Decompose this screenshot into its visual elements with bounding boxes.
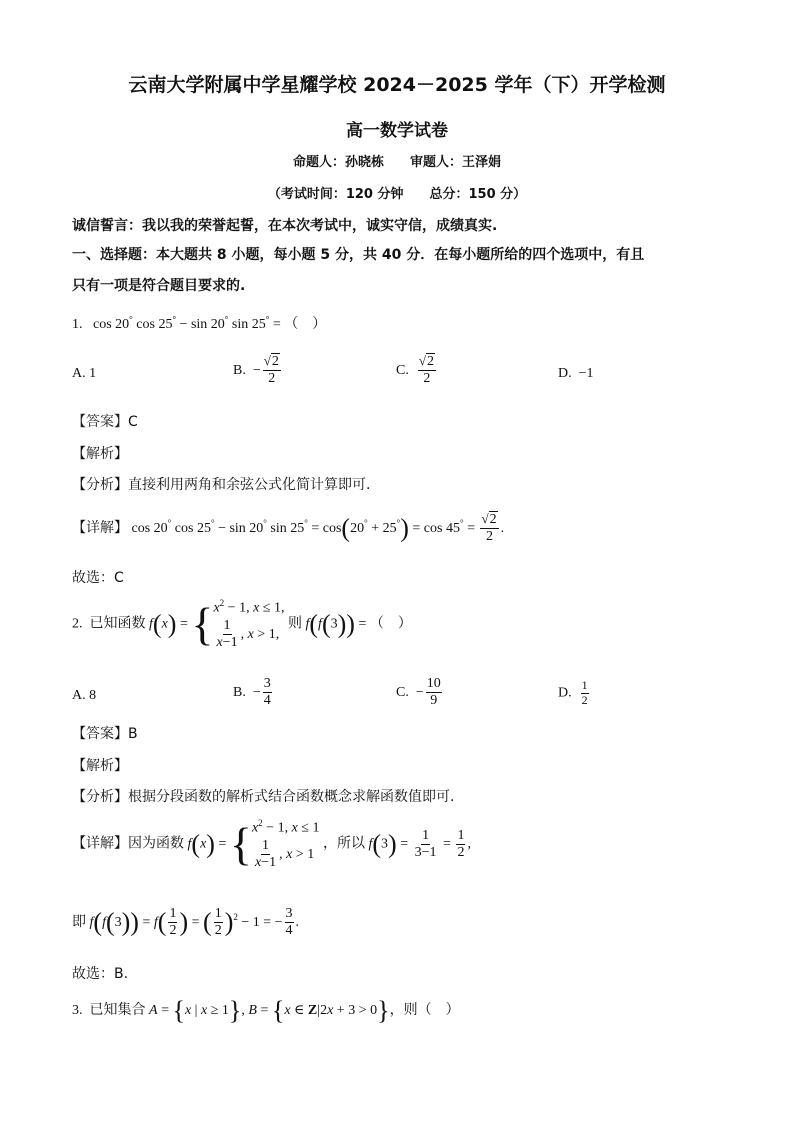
q1-fenxi (72, 474, 370, 494)
q2-option-b: B. − $\frac{3}{4}$ (233, 676, 271, 709)
q2-step2: 即 f(f(3)) = f( $\frac{1}{2}$ ) = ( $\frac{1}{2}$ )$^2$ − 1 = − $\frac{3}{4}$ . (72, 906, 300, 939)
q1-number: 1. (72, 317, 83, 332)
exam-title: 云南大学附属中学星耀学校 2024－2025 学年（下）开学检测 (128, 74, 666, 96)
q2-step2-prefix: 即 (72, 913, 86, 930)
q1-xiangjie: 【详解】 cos 20° cos 25° − sin 20° sin 25° = cos(20° + 25°) = cos 45° = $\frac{√2}{2}$ . (72, 511, 505, 545)
q1-stem: 1. cos 20° cos 25° − sin 20° sin 25° = （ ） (72, 314, 327, 332)
q2-xiangjie: 【详解】因为函数 f(x) = { $x^2 - 1$, x ≤ 1 $\frac{1}{x-1}$ , x > 1 ，所以 f(3) = $\frac{1}{3-1}$ = $\frac{1}{2}$ , (72, 818, 471, 870)
q2-stem: 2. 已知函数 f(x) = { $x^2 - 1$, x ≤ 1, $\frac{1}{x-1}$ , x > 1, 则 f(f(3)) = （ ） (72, 598, 412, 650)
q2-answer (72, 723, 138, 743)
honor-pledge: 诚信誓言：我以我的荣誉起誓，在本次考试中，诚实守信，成绩真实. (72, 218, 498, 234)
q2-conclusion: 故选：B. (72, 966, 129, 982)
q2-option-a: A. 8 (72, 688, 97, 703)
fenxi-tag: 【分析】 (72, 477, 128, 493)
q1-conclusion: 故选：C (72, 570, 124, 586)
exam-subtitle: 高一数学试卷 (346, 121, 448, 141)
q1-fenxi-text: 直接利用两角和余弦公式化简计算即可. (128, 477, 371, 493)
q1-answer-value: C (128, 414, 138, 430)
xiangjie-tag: 【详解】 (72, 519, 128, 536)
q2-option-c: C. − $\frac{10}{9}$ (396, 676, 441, 709)
fenxi-tag: 【分析】 (72, 789, 128, 805)
answer-tag: 【答案】 (72, 726, 128, 742)
q2-option-d: D. $\frac{1}{2}$ (558, 678, 588, 707)
section1-heading-line1: 一、选择题：本大题共 8 小题，每小题 5 分，共 40 分．在每小题所给的四个选项中，有且 (72, 247, 645, 263)
section1-heading-line2: 只有一项是符合题目要求的. (72, 278, 246, 294)
q3-number: 3. (72, 1003, 83, 1019)
q1-option-b: B. − $\frac{√2}{2}$ (233, 353, 279, 387)
q2-analysis-tag: 【解析】 (72, 758, 128, 774)
q1-option-c: C. $\frac{√2}{2}$ (396, 353, 434, 387)
q2-fenxi (72, 786, 454, 806)
q3-stem-prefix: 已知集合 (89, 1002, 146, 1019)
xiangjie-tag: 【详解】 (72, 835, 128, 852)
q1-analysis-tag: 【解析】 (72, 446, 128, 462)
q2-answer-value: B (128, 726, 138, 742)
answer-tag: 【答案】 (72, 414, 128, 430)
q1-option-a: A. 1 (72, 366, 97, 381)
exam-info: （考试时间：120 分钟 总分：150 分） (267, 187, 527, 202)
q2-xiangjie-prefix: 因为函数 (128, 835, 184, 852)
q2-fenxi-text: 根据分段函数的解析式结合函数概念求解函数值即可. (128, 789, 455, 805)
q2-stem-prefix: 已知函数 (89, 615, 146, 632)
q2-piecewise: $x^2 - 1$, x ≤ 1, $\frac{1}{x-1}$ , x > 1, (213, 598, 285, 650)
q1-answer (72, 411, 138, 431)
q1-option-d: D. −1 (558, 366, 594, 381)
q3-stem: 3. 已知集合 A = {x | x ≥ 1}, B = {x ∈ Z|2x + 3 > 0}，则（ ） (72, 996, 460, 1025)
q2-number: 2. (72, 616, 83, 632)
q2-xiangjie-piecewise: $x^2 - 1$, x ≤ 1 $\frac{1}{x-1}$ , x > 1 (251, 818, 320, 870)
exam-authors: 命题人：孙晓栋 审题人：王泽娟 (292, 155, 501, 170)
q2-xiangjie-mid: ，所以 (322, 835, 365, 852)
